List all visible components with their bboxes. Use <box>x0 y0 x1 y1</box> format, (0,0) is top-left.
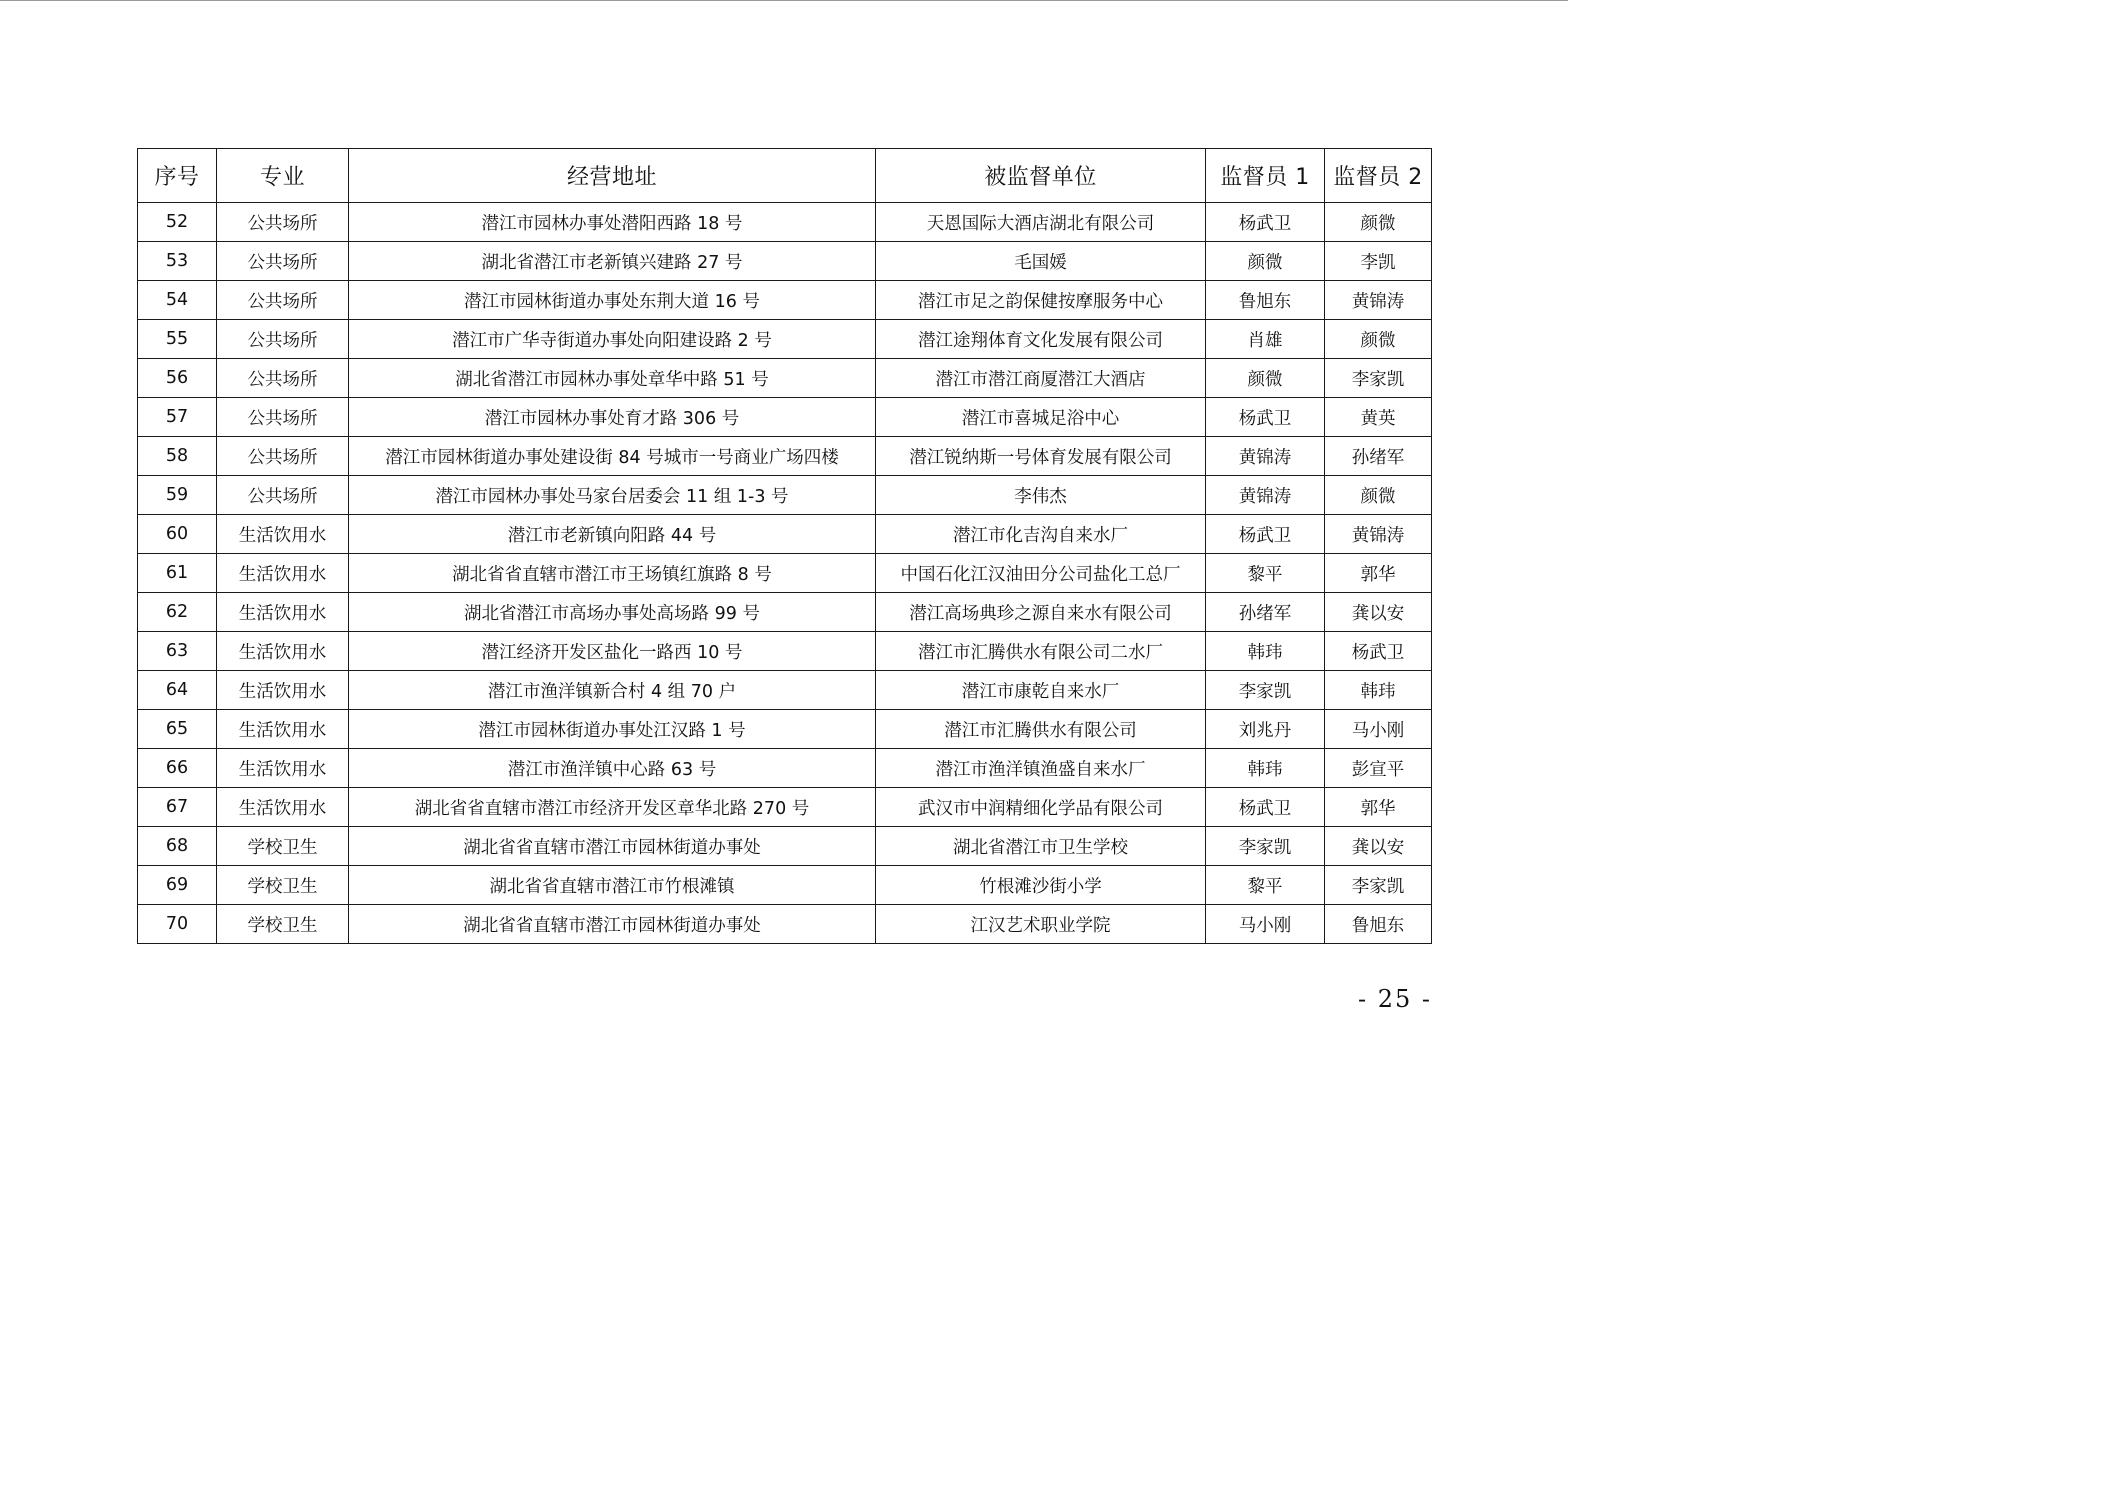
supervised-unit-cell: 潜江高场典珍之源自来水有限公司 <box>876 593 1206 632</box>
supervisor-1-cell: 颜微 <box>1206 242 1325 281</box>
table-row <box>138 593 1432 632</box>
supervisor-1-cell: 韩玮 <box>1206 632 1325 671</box>
supervised-unit-cell: 中国石化江汉油田分公司盐化工总厂 <box>876 554 1206 593</box>
table-row <box>138 437 1432 476</box>
supervisor-2-cell: 黄锦涛 <box>1325 515 1432 554</box>
supervisor-2-cell: 孙绪军 <box>1325 437 1432 476</box>
supervisor-1-cell: 马小刚 <box>1206 905 1325 944</box>
table-row <box>138 788 1432 827</box>
supervisor-2-cell: 龚以安 <box>1325 827 1432 866</box>
header-specialty: 专业 <box>217 149 349 203</box>
supervisor-1-cell: 杨武卫 <box>1206 398 1325 437</box>
supervisor-2-cell: 彭宣平 <box>1325 749 1432 788</box>
serial-number-cell: 67 <box>138 788 217 827</box>
supervisor-2-cell: 龚以安 <box>1325 593 1432 632</box>
table-row <box>138 632 1432 671</box>
supervisor-2-cell: 黄英 <box>1325 398 1432 437</box>
supervised-unit-cell: 竹根滩沙街小学 <box>876 866 1206 905</box>
header-supervisor-2: 监督员 2 <box>1325 149 1432 203</box>
serial-number-cell: 62 <box>138 593 217 632</box>
supervisor-2-cell: 鲁旭东 <box>1325 905 1432 944</box>
supervised-unit-cell: 武汉市中润精细化学品有限公司 <box>876 788 1206 827</box>
supervisor-1-cell: 黎平 <box>1206 866 1325 905</box>
table-row <box>138 476 1432 515</box>
serial-number-cell: 68 <box>138 827 217 866</box>
supervised-unit-cell: 潜江市汇腾供水有限公司二水厂 <box>876 632 1206 671</box>
supervisor-1-cell: 杨武卫 <box>1206 203 1325 242</box>
supervisor-1-cell: 杨武卫 <box>1206 515 1325 554</box>
supervisor-2-cell: 李凯 <box>1325 242 1432 281</box>
specialty-cell: 生活饮用水 <box>217 632 349 671</box>
specialty-cell: 生活饮用水 <box>217 788 349 827</box>
specialty-cell: 公共场所 <box>217 476 349 515</box>
business-address-cell: 潜江市园林街道办事处东荆大道 16 号 <box>349 281 876 320</box>
supervised-unit-cell: 潜江市渔洋镇渔盛自来水厂 <box>876 749 1206 788</box>
supervisor-2-cell: 颜微 <box>1325 476 1432 515</box>
business-address-cell: 潜江市园林办事处育才路 306 号 <box>349 398 876 437</box>
header-row <box>138 149 1432 203</box>
business-address-cell: 湖北省省直辖市潜江市经济开发区章华北路 270 号 <box>349 788 876 827</box>
supervisor-1-cell: 孙绪军 <box>1206 593 1325 632</box>
serial-number-cell: 61 <box>138 554 217 593</box>
supervised-unit-cell: 潜江市康乾自来水厂 <box>876 671 1206 710</box>
serial-number-cell: 65 <box>138 710 217 749</box>
specialty-cell: 生活饮用水 <box>217 749 349 788</box>
specialty-cell: 公共场所 <box>217 242 349 281</box>
supervised-unit-cell: 潜江市足之韵保健按摩服务中心 <box>876 281 1206 320</box>
table-body <box>138 203 1432 944</box>
table-row <box>138 710 1432 749</box>
supervisor-1-cell: 李家凯 <box>1206 827 1325 866</box>
specialty-cell: 生活饮用水 <box>217 671 349 710</box>
supervised-unit-cell: 潜江途翔体育文化发展有限公司 <box>876 320 1206 359</box>
specialty-cell: 生活饮用水 <box>217 593 349 632</box>
supervisor-2-cell: 马小刚 <box>1325 710 1432 749</box>
supervisor-2-cell: 李家凯 <box>1325 866 1432 905</box>
business-address-cell: 潜江市渔洋镇中心路 63 号 <box>349 749 876 788</box>
table-row <box>138 905 1432 944</box>
supervised-unit-cell: 潜江市潜江商厦潜江大酒店 <box>876 359 1206 398</box>
specialty-cell: 学校卫生 <box>217 905 349 944</box>
business-address-cell: 潜江市园林办事处马家台居委会 11 组 1-3 号 <box>349 476 876 515</box>
supervised-unit-cell: 潜江市化吉沟自来水厂 <box>876 515 1206 554</box>
serial-number-cell: 66 <box>138 749 217 788</box>
supervisor-2-cell: 郭华 <box>1325 788 1432 827</box>
business-address-cell: 湖北省潜江市老新镇兴建路 27 号 <box>349 242 876 281</box>
serial-number-cell: 52 <box>138 203 217 242</box>
supervision-table <box>137 148 1432 944</box>
business-address-cell: 湖北省省直辖市潜江市竹根滩镇 <box>349 866 876 905</box>
table-row <box>138 671 1432 710</box>
business-address-cell: 湖北省潜江市园林办事处章华中路 51 号 <box>349 359 876 398</box>
supervisor-2-cell: 颜微 <box>1325 203 1432 242</box>
supervisor-1-cell: 杨武卫 <box>1206 788 1325 827</box>
specialty-cell: 公共场所 <box>217 437 349 476</box>
supervisor-2-cell: 韩玮 <box>1325 671 1432 710</box>
serial-number-cell: 53 <box>138 242 217 281</box>
serial-number-cell: 58 <box>138 437 217 476</box>
table-row <box>138 242 1432 281</box>
table-row <box>138 359 1432 398</box>
table-row <box>138 203 1432 242</box>
table-row <box>138 554 1432 593</box>
serial-number-cell: 59 <box>138 476 217 515</box>
supervisor-1-cell: 黎平 <box>1206 554 1325 593</box>
serial-number-cell: 57 <box>138 398 217 437</box>
specialty-cell: 学校卫生 <box>217 866 349 905</box>
supervisor-2-cell: 李家凯 <box>1325 359 1432 398</box>
serial-number-cell: 69 <box>138 866 217 905</box>
supervisor-1-cell: 刘兆丹 <box>1206 710 1325 749</box>
table-row <box>138 749 1432 788</box>
supervised-unit-cell: 李伟杰 <box>876 476 1206 515</box>
serial-number-cell: 70 <box>138 905 217 944</box>
specialty-cell: 公共场所 <box>217 359 349 398</box>
table-row <box>138 827 1432 866</box>
supervisor-1-cell: 李家凯 <box>1206 671 1325 710</box>
business-address-cell: 湖北省省直辖市潜江市王场镇红旗路 8 号 <box>349 554 876 593</box>
serial-number-cell: 56 <box>138 359 217 398</box>
business-address-cell: 潜江经济开发区盐化一路西 10 号 <box>349 632 876 671</box>
specialty-cell: 公共场所 <box>217 281 349 320</box>
specialty-cell: 生活饮用水 <box>217 710 349 749</box>
supervisor-2-cell: 颜微 <box>1325 320 1432 359</box>
business-address-cell: 潜江市广华寺街道办事处向阳建设路 2 号 <box>349 320 876 359</box>
specialty-cell: 生活饮用水 <box>217 515 349 554</box>
business-address-cell: 潜江市渔洋镇新合村 4 组 70 户 <box>349 671 876 710</box>
supervisor-2-cell: 郭华 <box>1325 554 1432 593</box>
table-row <box>138 515 1432 554</box>
supervisor-1-cell: 颜微 <box>1206 359 1325 398</box>
supervised-unit-cell: 湖北省潜江市卫生学校 <box>876 827 1206 866</box>
page-top-border <box>0 0 1568 1</box>
supervisor-1-cell: 黄锦涛 <box>1206 476 1325 515</box>
serial-number-cell: 63 <box>138 632 217 671</box>
supervised-unit-cell: 江汉艺术职业学院 <box>876 905 1206 944</box>
business-address-cell: 潜江市园林办事处潜阳西路 18 号 <box>349 203 876 242</box>
page-number: - 25 - <box>1357 985 1432 1013</box>
supervisor-1-cell: 韩玮 <box>1206 749 1325 788</box>
table-row <box>138 398 1432 437</box>
header-serial-number: 序号 <box>138 149 217 203</box>
supervised-unit-cell: 潜江市汇腾供水有限公司 <box>876 710 1206 749</box>
supervised-unit-cell: 潜江市喜城足浴中心 <box>876 398 1206 437</box>
specialty-cell: 公共场所 <box>217 320 349 359</box>
specialty-cell: 学校卫生 <box>217 827 349 866</box>
supervisor-1-cell: 黄锦涛 <box>1206 437 1325 476</box>
specialty-cell: 公共场所 <box>217 203 349 242</box>
table-row <box>138 866 1432 905</box>
header-supervisor-1: 监督员 1 <box>1206 149 1325 203</box>
supervised-unit-cell: 天恩国际大酒店湖北有限公司 <box>876 203 1206 242</box>
specialty-cell: 生活饮用水 <box>217 554 349 593</box>
business-address-cell: 潜江市园林街道办事处江汉路 1 号 <box>349 710 876 749</box>
supervisor-1-cell: 肖雄 <box>1206 320 1325 359</box>
business-address-cell: 湖北省潜江市高场办事处高场路 99 号 <box>349 593 876 632</box>
business-address-cell: 湖北省省直辖市潜江市园林街道办事处 <box>349 827 876 866</box>
serial-number-cell: 55 <box>138 320 217 359</box>
specialty-cell: 公共场所 <box>217 398 349 437</box>
supervised-unit-cell: 潜江锐纳斯一号体育发展有限公司 <box>876 437 1206 476</box>
supervisor-2-cell: 黄锦涛 <box>1325 281 1432 320</box>
serial-number-cell: 64 <box>138 671 217 710</box>
header-supervised-unit: 被监督单位 <box>876 149 1206 203</box>
supervised-unit-cell: 毛国媛 <box>876 242 1206 281</box>
business-address-cell: 潜江市园林街道办事处建设街 84 号城市一号商业广场四楼 <box>349 437 876 476</box>
supervisor-2-cell: 杨武卫 <box>1325 632 1432 671</box>
table-header <box>138 149 1432 203</box>
serial-number-cell: 54 <box>138 281 217 320</box>
header-business-address: 经营地址 <box>349 149 876 203</box>
business-address-cell: 湖北省省直辖市潜江市园林街道办事处 <box>349 905 876 944</box>
supervisor-1-cell: 鲁旭东 <box>1206 281 1325 320</box>
table-row <box>138 281 1432 320</box>
business-address-cell: 潜江市老新镇向阳路 44 号 <box>349 515 876 554</box>
serial-number-cell: 60 <box>138 515 217 554</box>
table-row <box>138 320 1432 359</box>
